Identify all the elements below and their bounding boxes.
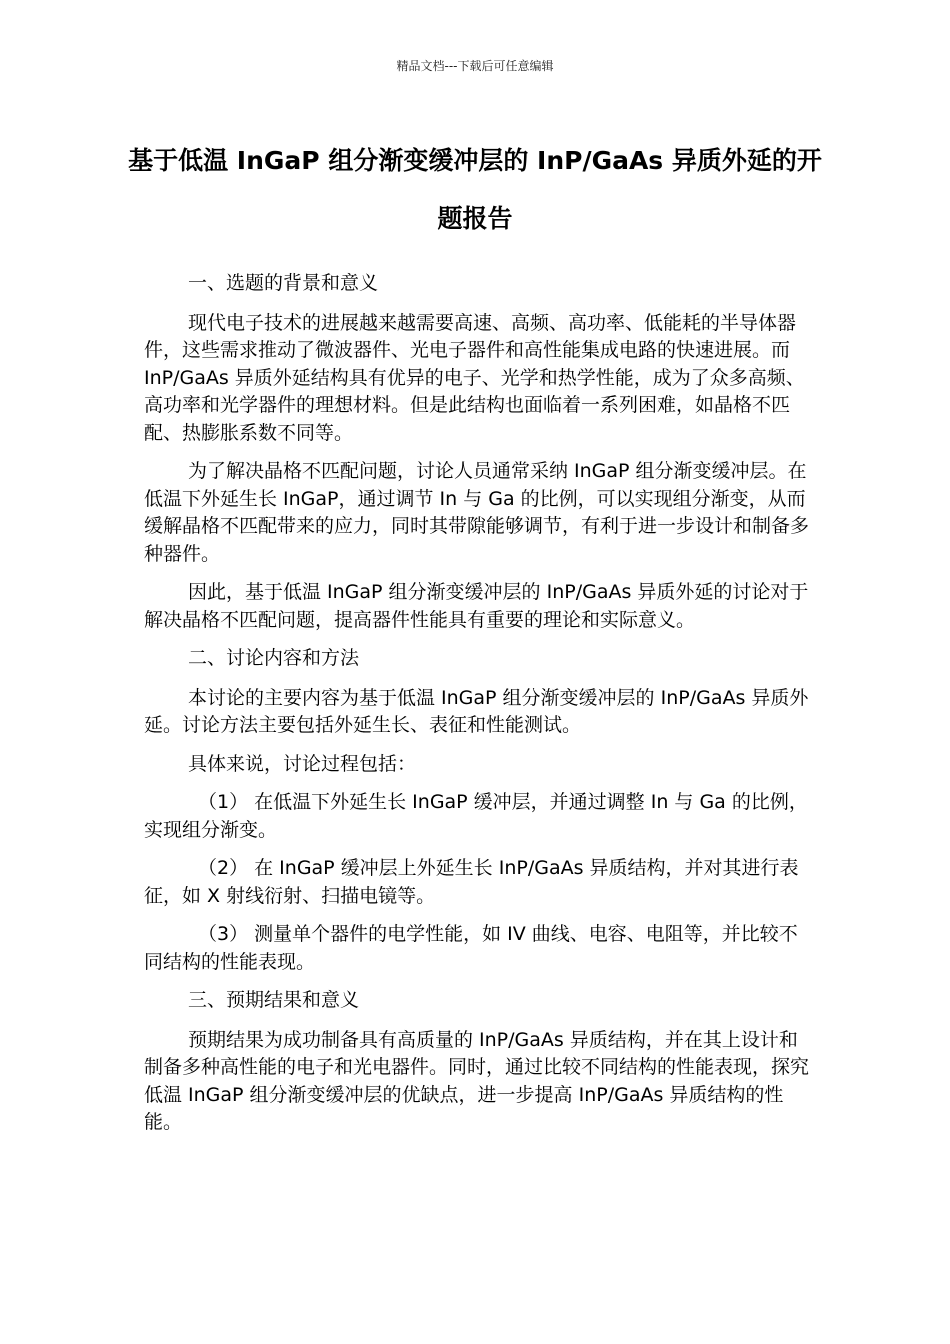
section-heading-expected-results: 三、预期结果和意义: [188, 989, 360, 1011]
list-item: （3） 测量单个器件的电学性能，如 IV 曲线、电容、电阻等，并比较不同结构的性能表现。: [144, 923, 798, 973]
paragraph: 本讨论的主要内容为基于低温 InGaP 组分渐变缓冲层的 InP/GaAs 异质外延。讨论方法主要包括外延生长、表征和性能测试。: [144, 686, 809, 736]
paragraph: 因此，基于低温 InGaP 组分渐变缓冲层的 InP/GaAs 异质外延的讨论对于解决晶格不匹配问题，提高器件性能具有重要的理论和实际意义。: [144, 581, 809, 631]
document-body: [144, 270, 816, 1148]
list-item: （1） 在低温下外延生长 InGaP 缓冲层，并通过调整 In 与 Ga 的比例，实现组分渐变。: [144, 791, 808, 841]
section-heading-background: 一、选题的背景和意义: [188, 272, 379, 294]
page-header: 精品文档---下载后可任意编辑: [396, 59, 554, 73]
paragraph: 具体来说，讨论过程包括：: [188, 752, 417, 775]
paragraph: 为了解决晶格不匹配问题，讨论人员通常采纳 InGaP 组分渐变缓冲层。在低温下外延生长 InGaP，通过调节 In 与 Ga 的比例，可以实现组分渐变，从而缓解晶格不匹配带来的应力，同时其带隙能够调节，有利于进一步设计和制备多种器件。: [144, 460, 810, 565]
section-heading-methods: 二、讨论内容和方法: [188, 647, 360, 669]
document-title: 基于低温 InGaP 组分渐变缓冲层的 InP/GaAs 异质外延的开题报告: [128, 146, 822, 233]
paragraph: 预期结果为成功制备具有高质量的 InP/GaAs 异质结构，并在其上设计和制备多种高性能的电子和光电器件。同时，通过比较不同结构的性能表现，探究低温 InGaP 组分渐变缓冲层的优缺点，进一步提高 InP/GaAs 异质结构的性能。: [144, 1028, 810, 1133]
list-item: （2） 在 InGaP 缓冲层上外延生长 InP/GaAs 异质结构，并对其进行表征，如 X 射线衍射、扫描电镜等。: [144, 857, 799, 907]
paragraph: 现代电子技术的进展越来越需要高速、高频、高功率、低能耗的半导体器件，这些需求推动了微波器件、光电子器件和高性能集成电路的快速进展。而 InP/GaAs 异质外延结构具有优异的电子、光学和热学性能，成为了众多高频、高功率和光学器件的理想材料。但是此结构也面临着一系列困难，如晶格不匹配、热膨胀系数不同等。: [144, 311, 805, 444]
